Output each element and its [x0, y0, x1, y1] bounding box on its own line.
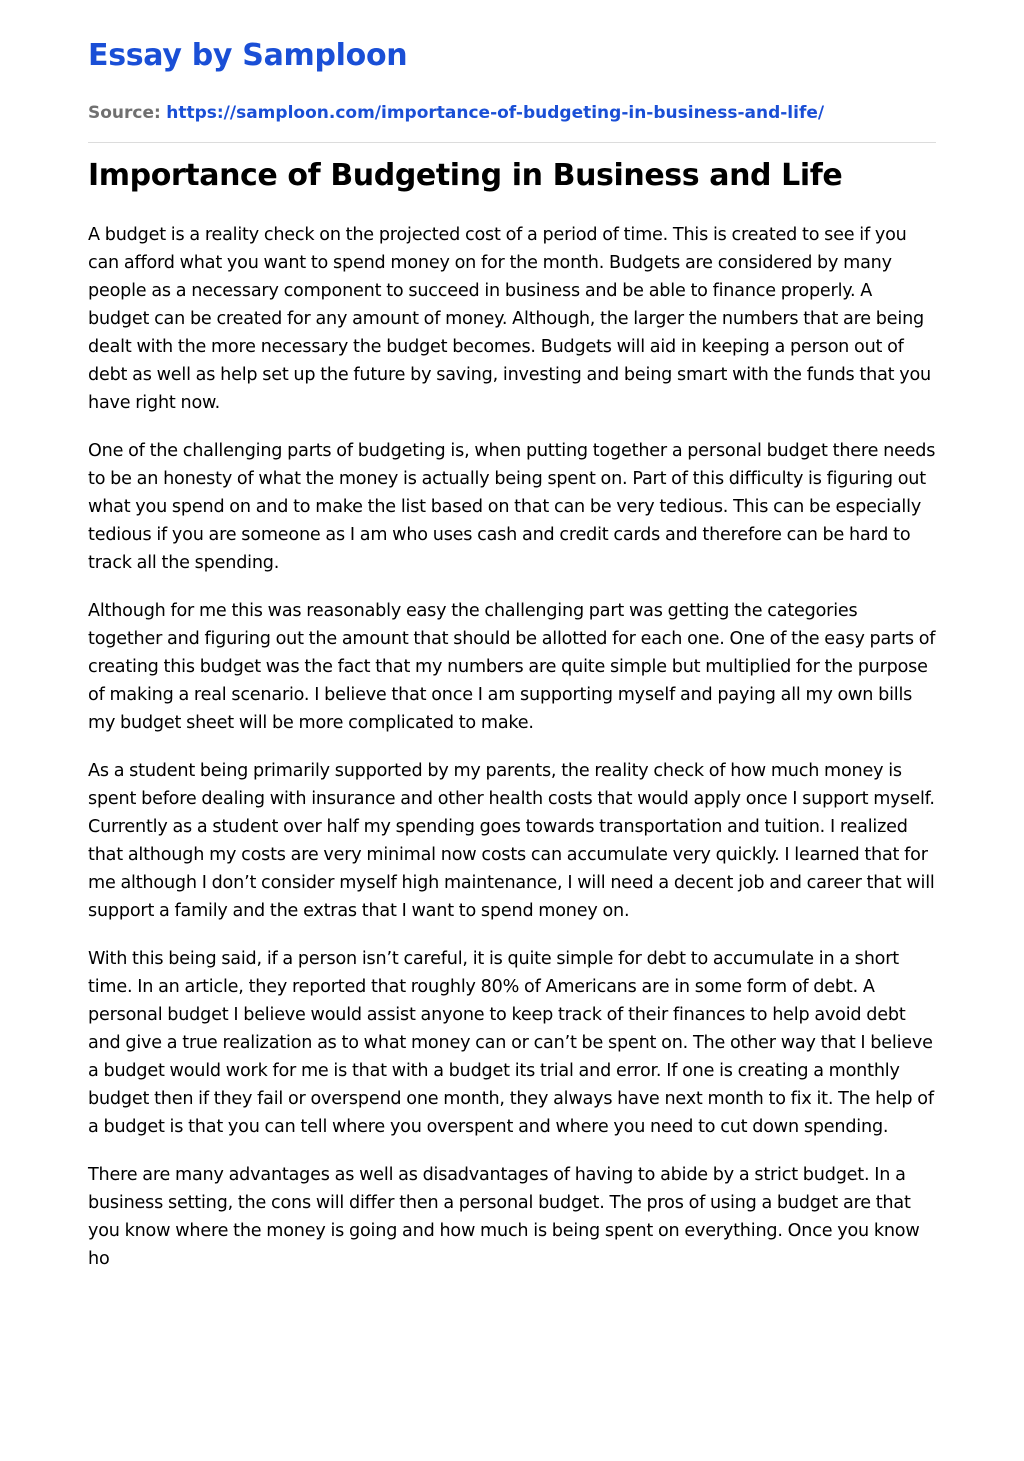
essay-title: Importance of Budgeting in Business and Life — [88, 158, 843, 193]
source-link[interactable]: https://samploon.com/importance-of-budgeting-in-business-and-life/ — [166, 103, 825, 123]
source-line — [88, 101, 824, 125]
essay-body — [88, 221, 936, 1293]
essay-paragraph: One of the challenging parts of budgeting is, when putting together a personal budget there needs to be an honesty of what the money is actually being spent on. Part of this difficulty is figuring out what you spend on and to make the list based on that can be very tedious. This can be especially tedious if you are someone as I am who uses cash and credit cards and therefore can be hard to track all the spending. — [88, 441, 936, 573]
essay-paragraph: There are many advantages as well as disadvantages of having to abide by a strict budget. In a business setting, the cons will differ then a personal budget. The pros of using a budget are that you know where the money is going and how much is being spent on everything. Once you know ho — [88, 1165, 920, 1269]
source-label: Source: — [88, 103, 161, 123]
header-divider — [88, 142, 936, 143]
essay-paragraph: With this being said, if a person isn’t careful, it is quite simple for debt to accumulate in a short time. In an article, they reported that roughly 80% of Americans are in some form of debt. A personal budget I believe would assist anyone to keep track of their finances to help avoid debt and give a true realization as to what money can or can’t be spent on. The other way that I believe a budget would work for me is that with a budget its trial and error. If one is creating a monthly budget then if they fail or overspend one month, they always have next month to fix it. The help of a budget is that you can tell where you overspent and where you need to cut down spending. — [88, 949, 934, 1137]
site-brand: Essay by Samploon — [88, 38, 408, 73]
essay-paragraph: As a student being primarily supported by my parents, the reality check of how much money is spent before dealing with insurance and other health costs that would apply once I support myself. Currently as a student over half my spending goes towards transportation and tuition. I realized that although my costs are very minimal now costs can accumulate very quickly. I learned that for me although I don’t consider myself high maintenance, I will need a decent job and career that will support a family and the extras that I want to spend money on. — [88, 761, 935, 921]
essay-paragraph: A budget is a reality check on the projected cost of a period of time. This is created to see if you can afford what you want to spend money on for the month. Budgets are considered by many people as a necessary component to succeed in business and be able to finance properly. A budget can be created for any amount of money. Although, the larger the numbers that are being dealt with the more necessary the budget becomes. Budgets will aid in keeping a person out of debt as well as help set up the future by saving, investing and being smart with the funds that you have right now. — [88, 225, 931, 413]
essay-paragraph: Although for me this was reasonably easy the challenging part was getting the categories together and figuring out the amount that should be allotted for each one. One of the easy parts of creating this budget was the fact that my numbers are quite simple but multiplied for the purpose of making a real scenario. I believe that once I am supporting myself and paying all my own bills my budget sheet will be more complicated to make. — [88, 601, 936, 733]
